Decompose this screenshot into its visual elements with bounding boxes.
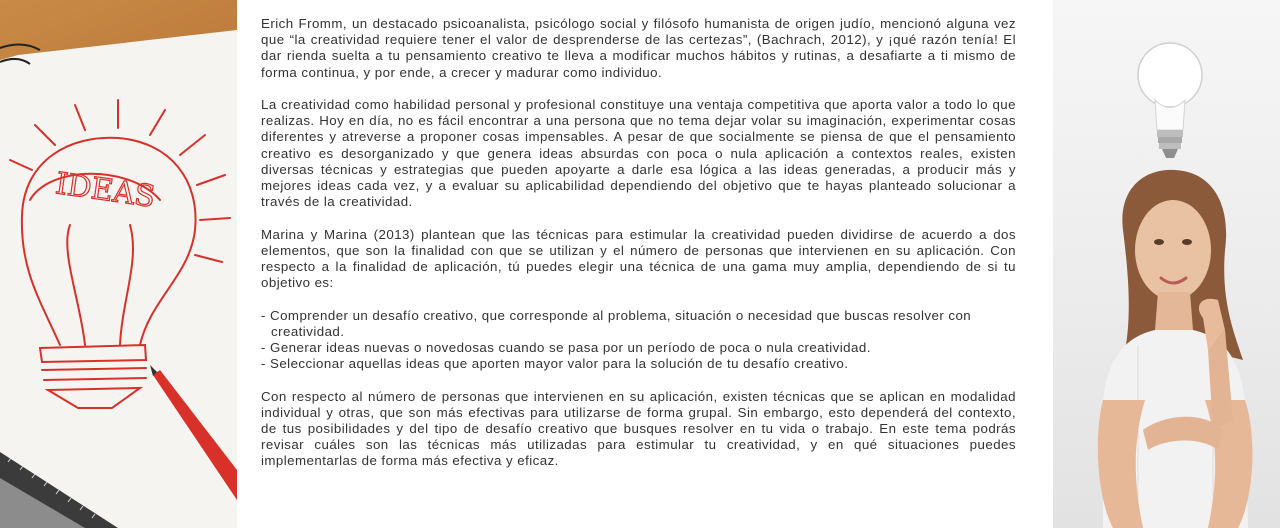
list-item: - Generar ideas nuevas o novedosas cuando se pasa por un período de poca o nula creatividad. xyxy=(261,340,871,356)
lightbulb-sketch-photo xyxy=(0,0,237,528)
paragraph-creativity: La creatividad como habilidad personal y profesional constituye una ventaja competitiva que aporta valor a todo lo que realizas. Hoy en día, no es fácil encontrar a una persona que no tema dejar volar su imaginación, experimentar cosas diferentes y atreverse a proponer cosas impensables. A pesar de que socialmente se piensa de que el pensamiento creativo es desorganizado y que genera ideas absurdas con poca o nula aplicación a contextos reales, existen diversas técnicas y estrategias que pueden apoyarte a darle esa lógica a las ideas generadas, a producir más y mejores ideas cada vez, y a evaluar su aplicabilidad dependiendo del objetivo que te hayas planteado solucionar a través de la creatividad. xyxy=(261,97,1016,210)
objectives-list xyxy=(261,308,1016,373)
article-panel xyxy=(237,0,1053,528)
list-item: - Comprender un desafío creativo, que corresponde al problema, situación o necesidad que buscas resolver con creatividad. xyxy=(261,307,972,339)
lightbulb-icon xyxy=(1138,43,1202,158)
paragraph-techniques: Marina y Marina (2013) plantean que las técnicas para estimular la creatividad pueden dividirse de acuerdo a dos elementos, que son la finalidad con que se utilizan y el número de personas que intervienen en su aplicación. Con respecto a la finalidad de aplicación, tú puedes elegir una técnica de una gama muy amplia, dependiendo de si tu objetivo es: xyxy=(261,226,1016,291)
paragraph-closing: Con respecto al número de personas que intervienen en su aplicación, existen técnicas que se aplican en modalidad individual y otras, que son más efectivas para utilizarse de forma grupal. Sin embargo, esto dependerá del contexto, de tus posibilidades y del tipo de desafío creativo que busques resolver en tu vida o trabajo. En este tema podrás revisar cuáles son las técnicas más utilizadas para estimular tu creatividad, y en qué situaciones puedes implementarlas de forma más efectiva y eficaz. xyxy=(261,388,1016,469)
ideas-sketch-label: IDEAS xyxy=(53,166,158,215)
woman-lightbulb-photo xyxy=(1053,0,1280,528)
paragraph-intro: Erich Fromm, un destacado psicoanalista, psicólogo social y filósofo humanista de origen judío, mencionó alguna vez que “la creatividad requiere tener el valor de desprenderse de las certezas”, (Bachrach, 2012), y ¡qué razón tenía! El dar rienda suelta a tu pensamiento creativo te lleva a modificar muchos hábitos y rutinas, a desafiarte a ti mismo de forma continua, y por ende, a crecer y madurar como individuo. xyxy=(261,16,1016,80)
article-body xyxy=(261,16,1016,486)
list-item: - Seleccionar aquellas ideas que aporten mayor valor para la solución de tu desafío creativo. xyxy=(261,356,849,372)
